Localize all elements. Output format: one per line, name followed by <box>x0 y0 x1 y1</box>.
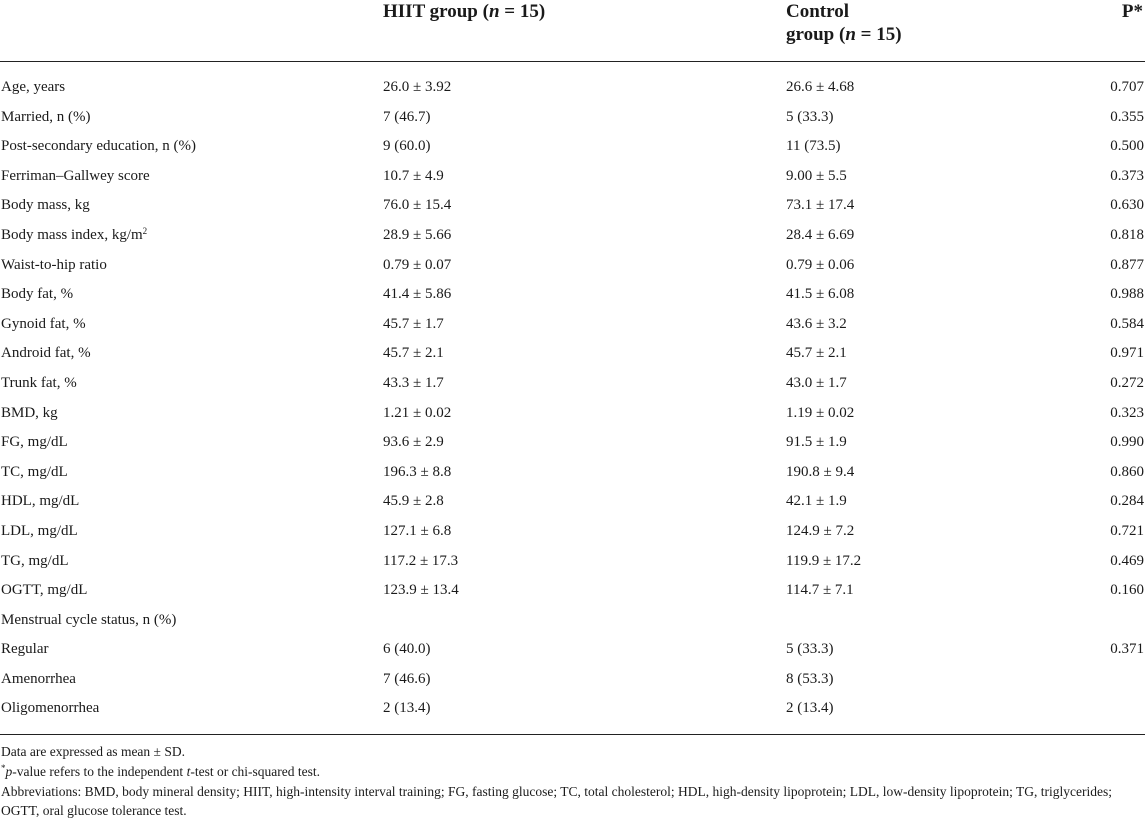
table-footnotes <box>1 742 1141 821</box>
row-variable: Married, n (%) <box>1 108 91 125</box>
table-row <box>0 280 1145 310</box>
row-hiit-value: 127.1 ± 6.8 <box>383 522 452 539</box>
row-p-value: 0.469 <box>1110 552 1144 569</box>
row-variable: Oligomenorrhea <box>1 700 100 717</box>
row-control-value: 41.5 ± 6.08 <box>786 286 855 303</box>
row-control-value: 124.9 ± 7.2 <box>786 522 855 539</box>
row-hiit-value: 93.6 ± 2.9 <box>383 434 444 451</box>
row-control-value: 8 (53.3) <box>786 670 834 687</box>
row-control-value: 5 (33.3) <box>786 641 834 658</box>
row-control-value: 43.6 ± 3.2 <box>786 315 847 332</box>
table-row <box>0 517 1145 547</box>
header-p-value: P* <box>1121 1 1143 22</box>
row-control-value: 119.9 ± 17.2 <box>786 552 862 569</box>
table-row <box>0 665 1145 695</box>
table-row <box>0 73 1145 103</box>
row-p-value: 0.707 <box>1110 79 1144 95</box>
row-control-value: 190.8 ± 9.4 <box>786 463 855 480</box>
row-control-value: 0.79 ± 0.06 <box>786 256 855 273</box>
footnote-data-expression: Data are expressed as mean ± SD. <box>1 744 185 759</box>
table-row <box>0 428 1145 458</box>
row-hiit-value: 123.9 ± 13.4 <box>383 582 459 599</box>
row-variable: Android fat, % <box>1 345 91 362</box>
row-variable: TG, mg/dL <box>1 552 69 569</box>
row-p-value: 0.500 <box>1110 138 1144 155</box>
header-divider <box>0 61 1145 62</box>
row-p-value: 0.877 <box>1110 256 1144 273</box>
row-variable: LDL, mg/dL <box>1 522 78 539</box>
table-row <box>0 251 1145 281</box>
row-control-value: 42.1 ± 1.9 <box>786 493 847 510</box>
row-hiit-value: 7 (46.6) <box>383 670 431 687</box>
row-p-value: 0.988 <box>1110 286 1144 303</box>
row-p-value: 0.860 <box>1110 463 1144 480</box>
row-hiit-value: 45.7 ± 2.1 <box>383 345 444 362</box>
row-p-value: 0.721 <box>1110 522 1144 539</box>
row-variable: Trunk fat, % <box>1 374 77 391</box>
row-variable: Age, years <box>1 79 66 95</box>
table-row <box>0 162 1145 192</box>
row-hiit-value: 45.7 ± 1.7 <box>383 315 444 332</box>
table-header <box>0 0 1145 60</box>
table-row <box>0 606 1145 636</box>
row-variable: Body mass, kg <box>1 197 90 214</box>
row-p-value: 0.355 <box>1110 108 1144 125</box>
table-row <box>0 399 1145 429</box>
footnote-p-value: *p-value refers to the independent t-test or chi-squared test. <box>1 762 321 779</box>
row-variable: Amenorrhea <box>1 670 76 687</box>
row-control-value: 73.1 ± 17.4 <box>786 197 855 214</box>
row-hiit-value: 196.3 ± 8.8 <box>383 463 452 480</box>
row-variable: FG, mg/dL <box>1 434 68 451</box>
header-hiit-group: HIIT group (n = 15) <box>383 1 546 22</box>
row-hiit-value: 0.79 ± 0.07 <box>383 256 452 273</box>
row-variable: TC, mg/dL <box>1 463 68 480</box>
row-p-value: 0.971 <box>1110 345 1144 362</box>
row-variable: Waist-to-hip ratio <box>1 256 107 273</box>
row-hiit-value: 117.2 ± 17.3 <box>383 552 459 569</box>
table-row <box>0 132 1145 162</box>
header-control-group: Control group (n = 15) <box>786 1 902 45</box>
row-p-value: 0.284 <box>1110 493 1144 510</box>
row-variable: Body mass index, $kg/m^2$ <box>1 225 148 243</box>
row-variable: OGTT, mg/dL <box>1 582 88 599</box>
row-p-value: 0.323 <box>1110 404 1144 421</box>
row-hiit-value: 45.9 ± 2.8 <box>383 493 444 510</box>
footnote-abbreviations: Abbreviations: BMD, body mineral density; HIIT, high-intensity interval training; FG, fasting glucose; TC, total cholesterol; HDL, high-density lipoprotein; LDL, low-density lipoprotein; TG, triglycerides; OGTT, oral glucose tolerance test. <box>1 783 1112 819</box>
row-variable: HDL, mg/dL <box>1 493 80 510</box>
row-variable: Body fat, % <box>1 286 74 303</box>
row-variable: Post-secondary education, n (%) <box>1 138 196 155</box>
table-bottom-divider <box>0 734 1145 735</box>
row-hiit-value: 28.9 ± 5.66 <box>383 226 452 243</box>
row-control-value: 28.4 ± 6.69 <box>786 226 855 243</box>
row-p-value: 0.373 <box>1110 167 1144 184</box>
row-hiit-value: 76.0 ± 15.4 <box>383 197 452 214</box>
row-hiit-value: 2 (13.4) <box>383 700 431 717</box>
row-control-value: 2 (13.4) <box>786 700 834 717</box>
row-control-value: 11 (73.5) <box>786 138 841 155</box>
table-row <box>0 576 1145 606</box>
row-p-value: 0.584 <box>1110 315 1144 332</box>
table-row <box>0 221 1145 251</box>
row-hiit-value: 43.3 ± 1.7 <box>383 374 444 391</box>
row-variable: Menstrual cycle status, n (%) <box>1 611 177 628</box>
table-row <box>0 103 1145 133</box>
row-control-value: 5 (33.3) <box>786 108 834 125</box>
table-row <box>0 339 1145 369</box>
table-body <box>0 73 1145 724</box>
row-hiit-value: 1.21 ± 0.02 <box>383 404 452 421</box>
table-row <box>0 487 1145 517</box>
row-hiit-value: 6 (40.0) <box>383 641 431 658</box>
row-p-value: 0.630 <box>1110 197 1144 214</box>
row-control-value: 26.6 ± 4.68 <box>786 79 855 95</box>
table-row <box>0 694 1145 724</box>
table-row <box>0 458 1145 488</box>
row-hiit-value: 9 (60.0) <box>383 138 431 155</box>
row-hiit-value: 10.7 ± 4.9 <box>383 167 444 184</box>
row-control-value: 114.7 ± 7.1 <box>786 582 854 599</box>
row-variable-superscript: 2 <box>142 225 148 236</box>
row-control-value: 43.0 ± 1.7 <box>786 374 847 391</box>
row-hiit-value: 26.0 ± 3.92 <box>383 79 452 95</box>
table-row <box>0 635 1145 665</box>
row-p-value: 0.272 <box>1110 374 1144 391</box>
table-row <box>0 191 1145 221</box>
row-hiit-value: 41.4 ± 5.86 <box>383 286 452 303</box>
row-variable: Regular <box>1 641 49 658</box>
row-control-value: 9.00 ± 5.5 <box>786 167 847 184</box>
table-row <box>0 547 1145 577</box>
table-row <box>0 369 1145 399</box>
row-control-value: 91.5 ± 1.9 <box>786 434 847 451</box>
row-control-value: 1.19 ± 0.02 <box>786 404 855 421</box>
row-p-value: 0.160 <box>1110 582 1144 599</box>
row-p-value: 0.818 <box>1110 226 1144 243</box>
row-p-value: 0.371 <box>1110 641 1144 658</box>
row-p-value: 0.990 <box>1110 434 1144 451</box>
row-control-value: 45.7 ± 2.1 <box>786 345 847 362</box>
table-row <box>0 310 1145 340</box>
row-variable: Gynoid fat, % <box>1 315 86 332</box>
row-variable: Ferriman–Gallwey score <box>1 167 150 184</box>
row-hiit-value: 7 (46.7) <box>383 108 431 125</box>
row-variable: BMD, kg <box>1 404 58 421</box>
